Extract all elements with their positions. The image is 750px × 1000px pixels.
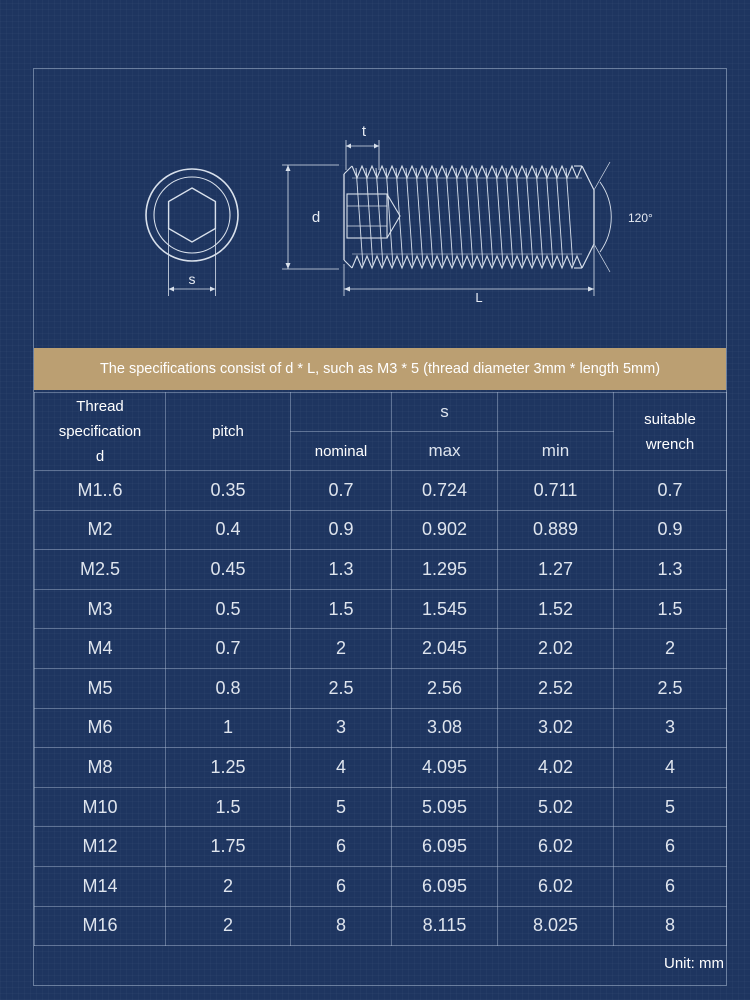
cell-max: 1.295 (392, 550, 498, 590)
table-row (35, 510, 727, 550)
cell-pitch: 1.5 (166, 787, 291, 827)
cell-pitch: 0.35 (166, 471, 291, 511)
label-l: L (475, 290, 483, 305)
cell-pitch: 1.25 (166, 748, 291, 788)
cell-d: M8 (35, 748, 166, 788)
set-screw-drawing (34, 70, 726, 347)
header-blank-min (498, 393, 614, 432)
dimension-lines (282, 140, 594, 296)
label-s: s (188, 271, 196, 287)
table-row (35, 550, 727, 590)
cell-wrench: 1.3 (614, 550, 727, 590)
label-d: d (311, 209, 321, 226)
cell-min: 4.02 (498, 748, 614, 788)
unit-label: Unit: mm (664, 955, 724, 972)
header-min: min (498, 432, 614, 471)
cell-nominal: 0.9 (291, 510, 392, 550)
table-row (35, 866, 727, 906)
cell-d: M2.5 (35, 550, 166, 590)
cell-max: 2.56 (392, 668, 498, 708)
table-row (35, 748, 727, 788)
cell-wrench: 2 (614, 629, 727, 669)
spec-banner: The specifications consist of d * L, such as M3 * 5 (thread diameter 3mm * length 5mm) (34, 348, 726, 390)
cell-wrench: 3 (614, 708, 727, 748)
cell-max: 1.545 (392, 589, 498, 629)
cell-max: 6.095 (392, 866, 498, 906)
cell-d: M16 (35, 906, 166, 946)
cell-min: 2.02 (498, 629, 614, 669)
table-row (35, 589, 727, 629)
table-row (35, 827, 727, 867)
cell-max: 0.724 (392, 471, 498, 511)
header-wrench-line: wrench (645, 435, 695, 453)
side-view (344, 162, 611, 272)
cell-min: 5.02 (498, 787, 614, 827)
cell-max: 5.095 (392, 787, 498, 827)
cell-d: M4 (35, 629, 166, 669)
header-thread-line: specification (58, 423, 142, 440)
cell-pitch: 1.75 (166, 827, 291, 867)
cell-min: 2.52 (498, 668, 614, 708)
cell-d: M1..6 (35, 471, 166, 511)
cell-pitch: 0.8 (166, 668, 291, 708)
header-blank-nominal (291, 393, 392, 432)
cell-min: 6.02 (498, 866, 614, 906)
cell-pitch: 0.45 (166, 550, 291, 590)
header-pitch: pitch (166, 393, 291, 471)
cell-nominal: 5 (291, 787, 392, 827)
cell-min: 0.711 (498, 471, 614, 511)
cell-wrench: 0.9 (614, 510, 727, 550)
table-row (35, 629, 727, 669)
cell-wrench: 6 (614, 866, 727, 906)
cell-wrench: 6 (614, 827, 727, 867)
header-wrench (614, 393, 727, 471)
cell-d: M5 (35, 668, 166, 708)
cell-max: 2.045 (392, 629, 498, 669)
cell-wrench: 2.5 (614, 668, 727, 708)
cell-wrench: 1.5 (614, 589, 727, 629)
cell-min: 1.27 (498, 550, 614, 590)
cell-pitch: 0.5 (166, 589, 291, 629)
cell-max: 3.08 (392, 708, 498, 748)
cell-d: M3 (35, 589, 166, 629)
table-row (35, 906, 727, 946)
cell-d: M14 (35, 866, 166, 906)
cell-nominal: 1.5 (291, 589, 392, 629)
cell-nominal: 1.3 (291, 550, 392, 590)
cell-d: M12 (35, 827, 166, 867)
header-thread-line: Thread (76, 398, 124, 415)
header-nominal: nominal (291, 432, 392, 471)
cell-min: 3.02 (498, 708, 614, 748)
cell-nominal: 6 (291, 827, 392, 867)
spec-table (34, 392, 727, 946)
cell-max: 8.115 (392, 906, 498, 946)
cell-nominal: 2 (291, 629, 392, 669)
cell-min: 1.52 (498, 589, 614, 629)
table-row (35, 787, 727, 827)
header-thread-line: d (95, 448, 105, 465)
cell-d: M2 (35, 510, 166, 550)
cell-pitch: 2 (166, 906, 291, 946)
cell-nominal: 6 (291, 866, 392, 906)
cell-nominal: 3 (291, 708, 392, 748)
cell-max: 4.095 (392, 748, 498, 788)
cell-d: M6 (35, 708, 166, 748)
cell-nominal: 0.7 (291, 471, 392, 511)
header-max: max (392, 432, 498, 471)
cell-min: 6.02 (498, 827, 614, 867)
header-wrench-line: suitable (644, 410, 696, 428)
cell-wrench: 0.7 (614, 471, 727, 511)
cell-wrench: 5 (614, 787, 727, 827)
cell-min: 0.889 (498, 510, 614, 550)
table-row (35, 471, 727, 511)
cell-nominal: 2.5 (291, 668, 392, 708)
cell-nominal: 4 (291, 748, 392, 788)
cell-max: 6.095 (392, 827, 498, 867)
cell-pitch: 1 (166, 708, 291, 748)
cell-pitch: 0.7 (166, 629, 291, 669)
table-row (35, 668, 727, 708)
cell-pitch: 0.4 (166, 510, 291, 550)
header-s: s (392, 393, 498, 432)
table-row (35, 708, 727, 748)
cell-nominal: 8 (291, 906, 392, 946)
cell-max: 0.902 (392, 510, 498, 550)
header-thread-spec (35, 393, 166, 471)
label-t: t (361, 123, 367, 140)
cell-wrench: 4 (614, 748, 727, 788)
cell-pitch: 2 (166, 866, 291, 906)
cell-d: M10 (35, 787, 166, 827)
cell-min: 8.025 (498, 906, 614, 946)
label-angle: 120° (628, 211, 653, 225)
cell-wrench: 8 (614, 906, 727, 946)
